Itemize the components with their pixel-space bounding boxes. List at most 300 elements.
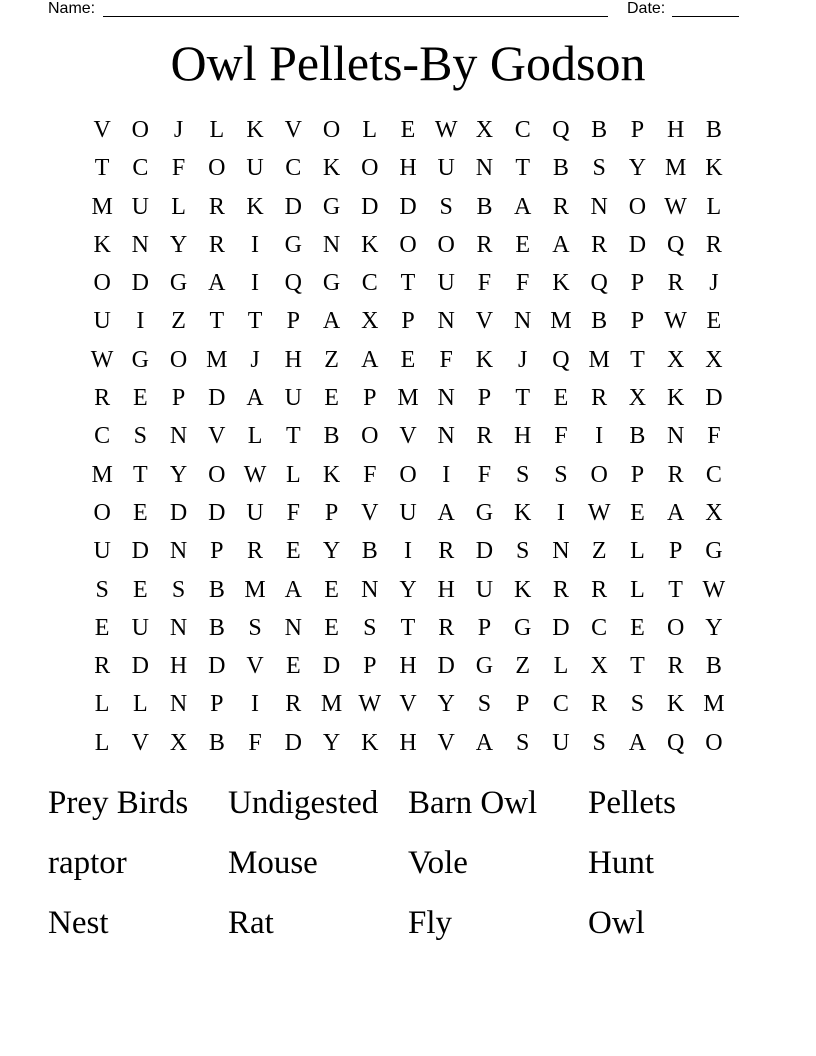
grid-letter[interactable]: D — [705, 385, 723, 412]
grid-letter[interactable]: D — [322, 653, 341, 680]
grid-letter[interactable]: G — [284, 231, 302, 258]
grid-letter[interactable]: O — [705, 729, 723, 756]
grid-letter[interactable]: N — [437, 423, 455, 450]
grid-letter[interactable]: S — [439, 193, 453, 220]
grid-letter[interactable]: P — [477, 614, 492, 641]
grid-letter[interactable]: R — [591, 691, 608, 718]
grid-letter[interactable]: W — [664, 193, 687, 220]
grid-letter[interactable]: O — [208, 461, 226, 488]
grid-letter[interactable]: Q — [666, 231, 685, 258]
grid-letter[interactable]: R — [667, 653, 684, 680]
grid-letter[interactable]: L — [247, 423, 263, 450]
grid-letter[interactable]: N — [552, 538, 570, 565]
grid-letter[interactable]: L — [630, 576, 645, 603]
grid-letter[interactable]: N — [437, 385, 455, 412]
grid-letter[interactable]: N — [666, 423, 685, 450]
grid-letter[interactable]: M — [91, 193, 113, 220]
grid-letter[interactable]: P — [630, 461, 645, 488]
grid-letter[interactable]: T — [94, 155, 110, 182]
grid-letter[interactable]: C — [705, 461, 722, 488]
grid-letter[interactable]: R — [247, 538, 264, 565]
grid-letter[interactable]: L — [706, 193, 722, 220]
grid-letter[interactable]: V — [284, 117, 302, 143]
grid-row — [83, 609, 733, 647]
grid-letter[interactable]: Q — [284, 270, 302, 297]
grid-letter[interactable]: R — [705, 231, 722, 258]
grid-letter[interactable]: O — [93, 499, 111, 526]
grid-letter[interactable]: E — [400, 117, 416, 143]
grid-letter[interactable]: K — [246, 117, 264, 143]
grid-letter[interactable]: P — [668, 538, 683, 565]
grid-letter[interactable]: R — [285, 691, 302, 718]
grid-letter[interactable]: A — [322, 308, 341, 335]
grid-letter[interactable]: K — [666, 691, 685, 718]
grid-letter[interactable]: Z — [515, 653, 531, 680]
grid-letter[interactable]: D — [284, 729, 302, 756]
grid-letter[interactable]: R — [552, 193, 569, 220]
grid-letter[interactable]: P — [210, 538, 224, 565]
grid-letter[interactable]: Y — [169, 461, 188, 488]
grid-letter[interactable]: N — [322, 231, 341, 258]
grid-letter[interactable]: M — [703, 691, 725, 718]
grid-letter[interactable]: P — [630, 308, 645, 335]
grid-letter[interactable]: W — [243, 461, 267, 488]
grid-letter[interactable]: A — [437, 499, 455, 526]
grid-letter[interactable]: L — [209, 117, 225, 143]
grid-letter[interactable]: X — [628, 385, 647, 412]
grid-letter[interactable]: X — [169, 729, 188, 756]
grid-letter[interactable]: M — [206, 346, 228, 373]
grid-letter[interactable]: D — [208, 499, 226, 526]
grid-letter[interactable]: N — [475, 155, 494, 182]
grid-letter[interactable]: N — [590, 193, 608, 220]
grid-letter[interactable]: A — [666, 499, 685, 526]
grid-letter[interactable]: A — [628, 729, 647, 756]
grid-letter[interactable]: T — [515, 155, 531, 182]
grid-letter[interactable]: P — [477, 385, 492, 412]
grid-letter[interactable]: W — [358, 691, 382, 718]
grid-letter[interactable]: T — [400, 614, 416, 641]
grid-letter[interactable]: H — [437, 576, 455, 603]
grid-letter[interactable]: F — [363, 461, 377, 488]
grid-letter[interactable]: R — [552, 576, 569, 603]
grid-letter[interactable]: U — [246, 499, 264, 526]
grid-letter[interactable]: F — [286, 499, 300, 526]
grid-letter[interactable]: E — [94, 614, 110, 641]
grid-letter[interactable]: B — [208, 729, 225, 756]
grid-letter[interactable]: P — [630, 270, 645, 297]
grid-letter[interactable]: O — [628, 193, 647, 220]
grid-letter[interactable]: T — [209, 308, 225, 335]
grid-letter[interactable]: V — [437, 729, 455, 756]
grid-letter[interactable]: I — [595, 423, 604, 450]
grid-letter[interactable]: O — [208, 155, 226, 182]
grid-letter[interactable]: V — [208, 423, 226, 450]
grid-letter[interactable]: N — [169, 691, 188, 718]
grid-letter[interactable]: L — [94, 691, 110, 718]
grid-letter[interactable]: E — [324, 576, 339, 603]
grid-letter[interactable]: O — [399, 231, 417, 258]
grid-letter[interactable]: X — [705, 499, 723, 526]
grid-letter[interactable]: A — [514, 193, 532, 220]
grid-letter[interactable]: O — [322, 117, 341, 143]
grid-letter[interactable]: S — [171, 576, 186, 603]
grid-letter[interactable]: A — [284, 576, 302, 603]
grid-letter[interactable]: R — [476, 231, 493, 258]
grid-letter[interactable]: L — [553, 653, 569, 680]
grid-letter[interactable]: H — [169, 653, 188, 680]
grid-letter[interactable]: R — [208, 231, 225, 258]
grid-letter[interactable]: O — [590, 461, 608, 488]
grid-letter[interactable]: Y — [322, 538, 341, 565]
grid-letter[interactable]: V — [399, 691, 417, 718]
grid-letter[interactable]: Q — [590, 270, 608, 297]
grid-letter[interactable]: L — [171, 193, 186, 220]
grid-letter[interactable]: C — [514, 117, 531, 143]
grid-letter[interactable]: V — [93, 117, 111, 143]
grid-letter[interactable]: F — [554, 423, 568, 450]
grid-letter[interactable]: P — [210, 691, 224, 718]
grid-letter[interactable]: X — [705, 346, 723, 373]
grid-letter[interactable]: R — [438, 614, 455, 641]
grid-letter[interactable]: N — [361, 576, 379, 603]
grid-letter[interactable]: U — [437, 270, 455, 297]
grid-letter[interactable]: I — [251, 270, 260, 297]
grid-letter[interactable]: E — [630, 614, 645, 641]
grid-letter[interactable]: J — [250, 346, 260, 373]
grid-letter[interactable]: D — [131, 270, 150, 297]
grid-letter[interactable]: S — [477, 691, 492, 718]
grid-letter[interactable]: K — [361, 231, 379, 258]
grid-letter[interactable]: S — [630, 691, 645, 718]
grid-letter[interactable]: T — [630, 653, 645, 680]
grid-letter[interactable]: U — [284, 385, 302, 412]
grid-letter[interactable]: P — [516, 691, 530, 718]
grid-letter[interactable]: E — [324, 385, 339, 412]
grid-letter[interactable]: A — [552, 231, 570, 258]
grid-letter[interactable]: N — [169, 614, 188, 641]
grid-letter[interactable]: X — [361, 308, 379, 335]
grid-letter[interactable]: K — [475, 346, 494, 373]
grid-letter[interactable]: I — [442, 461, 451, 488]
grid-letter[interactable]: N — [437, 308, 455, 335]
grid-letter[interactable]: O — [361, 423, 379, 450]
grid-letter[interactable]: R — [591, 576, 608, 603]
grid-letter[interactable]: X — [666, 346, 685, 373]
grid-letter[interactable]: O — [361, 155, 379, 182]
grid-letter[interactable]: F — [439, 346, 453, 373]
grid-letter[interactable]: M — [664, 155, 687, 182]
grid-letter[interactable]: C — [552, 691, 569, 718]
grid-letter[interactable]: H — [514, 423, 532, 450]
grid-letter[interactable]: L — [94, 729, 110, 756]
grid-letter[interactable]: Z — [591, 538, 607, 565]
grid-row — [83, 226, 733, 264]
grid-letter[interactable]: O — [131, 117, 150, 143]
grid-letter[interactable]: R — [591, 231, 608, 258]
grid-letter[interactable]: Z — [171, 308, 186, 335]
grid-letter[interactable]: B — [552, 155, 569, 182]
grid-letter[interactable]: P — [324, 499, 339, 526]
grid-letter[interactable]: R — [208, 193, 225, 220]
grid-letter[interactable]: W — [434, 117, 458, 143]
grid-letter[interactable]: Q — [552, 346, 570, 373]
grid-letter[interactable]: H — [284, 346, 302, 373]
grid-letter[interactable]: V — [475, 308, 494, 335]
word-bank-item: Nest — [48, 905, 109, 941]
grid-letter[interactable]: F — [707, 423, 721, 450]
grid-letter[interactable]: X — [475, 117, 494, 143]
grid-letter[interactable]: X — [590, 653, 608, 680]
grid-letter[interactable]: V — [361, 499, 379, 526]
grid-letter[interactable]: W — [702, 576, 726, 603]
grid-letter[interactable]: O — [666, 614, 685, 641]
grid-letter[interactable]: G — [169, 270, 188, 297]
grid-letter[interactable]: N — [169, 538, 188, 565]
grid-letter[interactable]: E — [285, 653, 301, 680]
grid-letter[interactable]: I — [556, 499, 565, 526]
grid-letter[interactable]: D — [284, 193, 302, 220]
grid-letter[interactable]: R — [438, 538, 455, 565]
grid-letter[interactable]: D — [399, 193, 417, 220]
grid-letter[interactable]: E — [553, 385, 569, 412]
grid-letter[interactable]: V — [131, 729, 150, 756]
grid-letter[interactable]: N — [284, 614, 302, 641]
grid-letter[interactable]: D — [169, 499, 188, 526]
grid-letter[interactable]: D — [208, 653, 226, 680]
grid-letter[interactable]: I — [136, 308, 145, 335]
grid-letter[interactable]: W — [90, 346, 114, 373]
grid-letter[interactable]: A — [246, 385, 264, 412]
grid-letter[interactable]: D — [628, 231, 647, 258]
grid-letter[interactable]: Y — [628, 155, 647, 182]
grid-letter[interactable]: I — [251, 691, 260, 718]
grid-letter[interactable]: S — [592, 729, 606, 756]
grid-letter[interactable]: U — [246, 155, 264, 182]
grid-letter[interactable]: M — [550, 308, 572, 335]
grid-letter[interactable]: E — [324, 614, 339, 641]
grid-letter[interactable]: D — [475, 538, 494, 565]
grid-letter[interactable]: T — [285, 423, 301, 450]
grid-letter[interactable]: P — [363, 385, 377, 412]
grid-letter[interactable]: B — [591, 308, 608, 335]
grid-letter[interactable]: N — [131, 231, 150, 258]
grid-letter[interactable]: D — [131, 653, 150, 680]
grid-letter[interactable]: B — [323, 423, 340, 450]
grid-letter[interactable]: M — [397, 385, 419, 412]
grid-letter[interactable]: J — [173, 117, 184, 143]
grid-letter[interactable]: E — [630, 499, 645, 526]
grid-letter[interactable]: O — [437, 231, 455, 258]
grid-letter[interactable]: G — [475, 653, 494, 680]
grid-letter[interactable]: Q — [666, 729, 685, 756]
grid-letter[interactable]: B — [591, 117, 608, 143]
grid-letter[interactable]: F — [171, 155, 186, 182]
grid-letter[interactable]: Y — [437, 691, 455, 718]
grid-letter[interactable]: O — [399, 461, 417, 488]
grid-letter[interactable]: A — [475, 729, 494, 756]
grid-row — [83, 341, 733, 379]
grid-letter[interactable]: K — [322, 155, 341, 182]
grid-letter[interactable]: N — [169, 423, 188, 450]
grid-letter[interactable]: T — [668, 576, 683, 603]
word-bank-item: Fly — [408, 905, 453, 941]
grid-letter[interactable]: U — [552, 729, 570, 756]
grid-letter[interactable]: F — [516, 270, 530, 297]
grid-letter[interactable]: B — [705, 117, 722, 143]
grid-letter[interactable]: P — [171, 385, 186, 412]
grid-letter[interactable]: S — [248, 614, 262, 641]
grid-letter[interactable]: K — [705, 155, 723, 182]
grid-letter[interactable]: L — [285, 461, 301, 488]
grid-letter[interactable]: R — [94, 385, 111, 412]
grid-letter[interactable]: T — [630, 346, 645, 373]
grid-letter[interactable]: U — [131, 614, 150, 641]
grid-letter[interactable]: T — [133, 461, 148, 488]
grid-letter[interactable]: D — [131, 538, 150, 565]
grid-letter[interactable]: C — [591, 614, 608, 641]
grid-letter[interactable]: S — [554, 461, 568, 488]
grid-letter[interactable]: G — [705, 538, 723, 565]
grid-letter[interactable]: W — [664, 308, 687, 335]
grid-letter[interactable]: H — [399, 653, 417, 680]
grid-letter[interactable]: K — [361, 729, 379, 756]
grid-letter[interactable]: U — [399, 499, 417, 526]
grid-letter[interactable]: U — [131, 193, 150, 220]
grid-letter[interactable]: M — [588, 346, 610, 373]
grid-letter[interactable]: R — [94, 653, 111, 680]
grid-letter[interactable]: S — [516, 538, 530, 565]
name-blank-line[interactable] — [103, 16, 608, 17]
grid-letter[interactable]: F — [477, 270, 492, 297]
grid-letter[interactable]: E — [285, 538, 301, 565]
grid-letter[interactable]: T — [400, 270, 416, 297]
grid-letter[interactable]: O — [93, 270, 111, 297]
grid-letter[interactable]: V — [246, 653, 264, 680]
grid-letter[interactable]: U — [93, 308, 111, 335]
grid-letter[interactable]: P — [363, 653, 377, 680]
grid-letter[interactable]: U — [437, 155, 455, 182]
grid-letter[interactable]: F — [477, 461, 492, 488]
grid-letter[interactable]: E — [133, 385, 148, 412]
word-bank-item: Hunt — [588, 845, 654, 881]
grid-letter[interactable]: L — [133, 691, 148, 718]
grid-letter[interactable]: Y — [399, 576, 417, 603]
grid-letter[interactable]: I — [251, 231, 260, 258]
grid-letter[interactable]: G — [514, 614, 532, 641]
grid-letter[interactable]: S — [133, 423, 148, 450]
grid-letter[interactable]: G — [322, 270, 341, 297]
grid-letter[interactable]: B — [208, 576, 225, 603]
grid-letter[interactable]: Y — [169, 231, 188, 258]
grid-letter[interactable]: G — [475, 499, 494, 526]
grid-letter[interactable]: R — [591, 385, 608, 412]
date-blank-line[interactable] — [672, 16, 739, 17]
grid-letter[interactable]: H — [399, 155, 417, 182]
grid-letter[interactable]: T — [247, 308, 263, 335]
grid-letter[interactable]: B — [476, 193, 493, 220]
grid-letter[interactable]: S — [516, 729, 530, 756]
grid-letter[interactable]: K — [514, 499, 532, 526]
grid-letter[interactable]: U — [93, 538, 111, 565]
grid-letter[interactable]: J — [709, 270, 719, 297]
grid-letter[interactable]: K — [552, 270, 570, 297]
grid-letter[interactable]: K — [322, 461, 341, 488]
grid-letter[interactable]: M — [244, 576, 266, 603]
grid-letter[interactable]: A — [361, 346, 379, 373]
grid-letter[interactable]: Q — [552, 117, 570, 143]
grid-letter[interactable]: B — [361, 538, 378, 565]
grid-letter[interactable]: P — [286, 308, 300, 335]
grid-letter[interactable]: M — [320, 691, 343, 718]
grid-letter[interactable]: B — [208, 614, 225, 641]
grid-letter[interactable]: I — [403, 538, 412, 565]
grid-letter[interactable]: D — [361, 193, 379, 220]
grid-letter[interactable]: A — [208, 270, 226, 297]
grid-letter[interactable]: E — [400, 346, 416, 373]
grid-letter[interactable]: L — [362, 117, 378, 143]
grid-letter[interactable]: C — [132, 155, 149, 182]
grid-letter[interactable]: E — [515, 231, 531, 258]
grid-letter[interactable]: T — [515, 385, 531, 412]
grid-letter[interactable]: G — [131, 346, 150, 373]
grid-letter[interactable]: E — [133, 576, 148, 603]
grid-letter[interactable]: Y — [322, 729, 341, 756]
grid-letter[interactable]: P — [630, 117, 645, 143]
grid-letter[interactable]: G — [322, 193, 341, 220]
grid-letter[interactable]: Y — [705, 614, 723, 641]
grid-letter[interactable]: B — [629, 423, 646, 450]
grid-letter[interactable]: W — [587, 499, 611, 526]
grid-letter[interactable]: E — [706, 308, 722, 335]
grid-letter[interactable]: F — [248, 729, 262, 756]
grid-letter[interactable]: P — [401, 308, 415, 335]
grid-letter[interactable]: B — [705, 653, 722, 680]
grid-row — [83, 456, 733, 494]
grid-letter[interactable]: V — [399, 423, 417, 450]
grid-letter[interactable]: H — [399, 729, 417, 756]
grid-letter[interactable]: R — [667, 270, 684, 297]
grid-row — [83, 149, 733, 187]
grid-letter[interactable]: O — [169, 346, 188, 373]
grid-letter[interactable]: H — [666, 117, 685, 143]
grid-letter[interactable]: S — [516, 461, 530, 488]
grid-letter[interactable]: S — [95, 576, 109, 603]
grid-letter[interactable]: S — [592, 155, 606, 182]
grid-letter[interactable]: E — [133, 499, 148, 526]
grid-letter[interactable]: M — [91, 461, 113, 488]
grid-letter[interactable]: C — [285, 155, 302, 182]
grid-letter[interactable]: D — [208, 385, 226, 412]
grid-letter[interactable]: R — [667, 461, 684, 488]
grid-letter[interactable]: S — [363, 614, 377, 641]
grid-letter[interactable]: U — [475, 576, 494, 603]
grid-letter[interactable]: K — [666, 385, 685, 412]
word-bank — [48, 777, 768, 957]
grid-letter[interactable]: J — [518, 346, 528, 373]
grid-letter[interactable]: K — [246, 193, 264, 220]
grid-letter[interactable]: Z — [324, 346, 339, 373]
grid-letter[interactable]: L — [630, 538, 645, 565]
grid-letter[interactable]: K — [514, 576, 532, 603]
grid-letter[interactable]: N — [514, 308, 532, 335]
grid-letter[interactable]: D — [437, 653, 455, 680]
grid-letter[interactable]: D — [552, 614, 570, 641]
grid-letter[interactable]: K — [93, 231, 111, 258]
grid-letter[interactable]: R — [476, 423, 493, 450]
grid-letter[interactable]: C — [361, 270, 378, 297]
grid-letter[interactable]: C — [94, 423, 111, 450]
